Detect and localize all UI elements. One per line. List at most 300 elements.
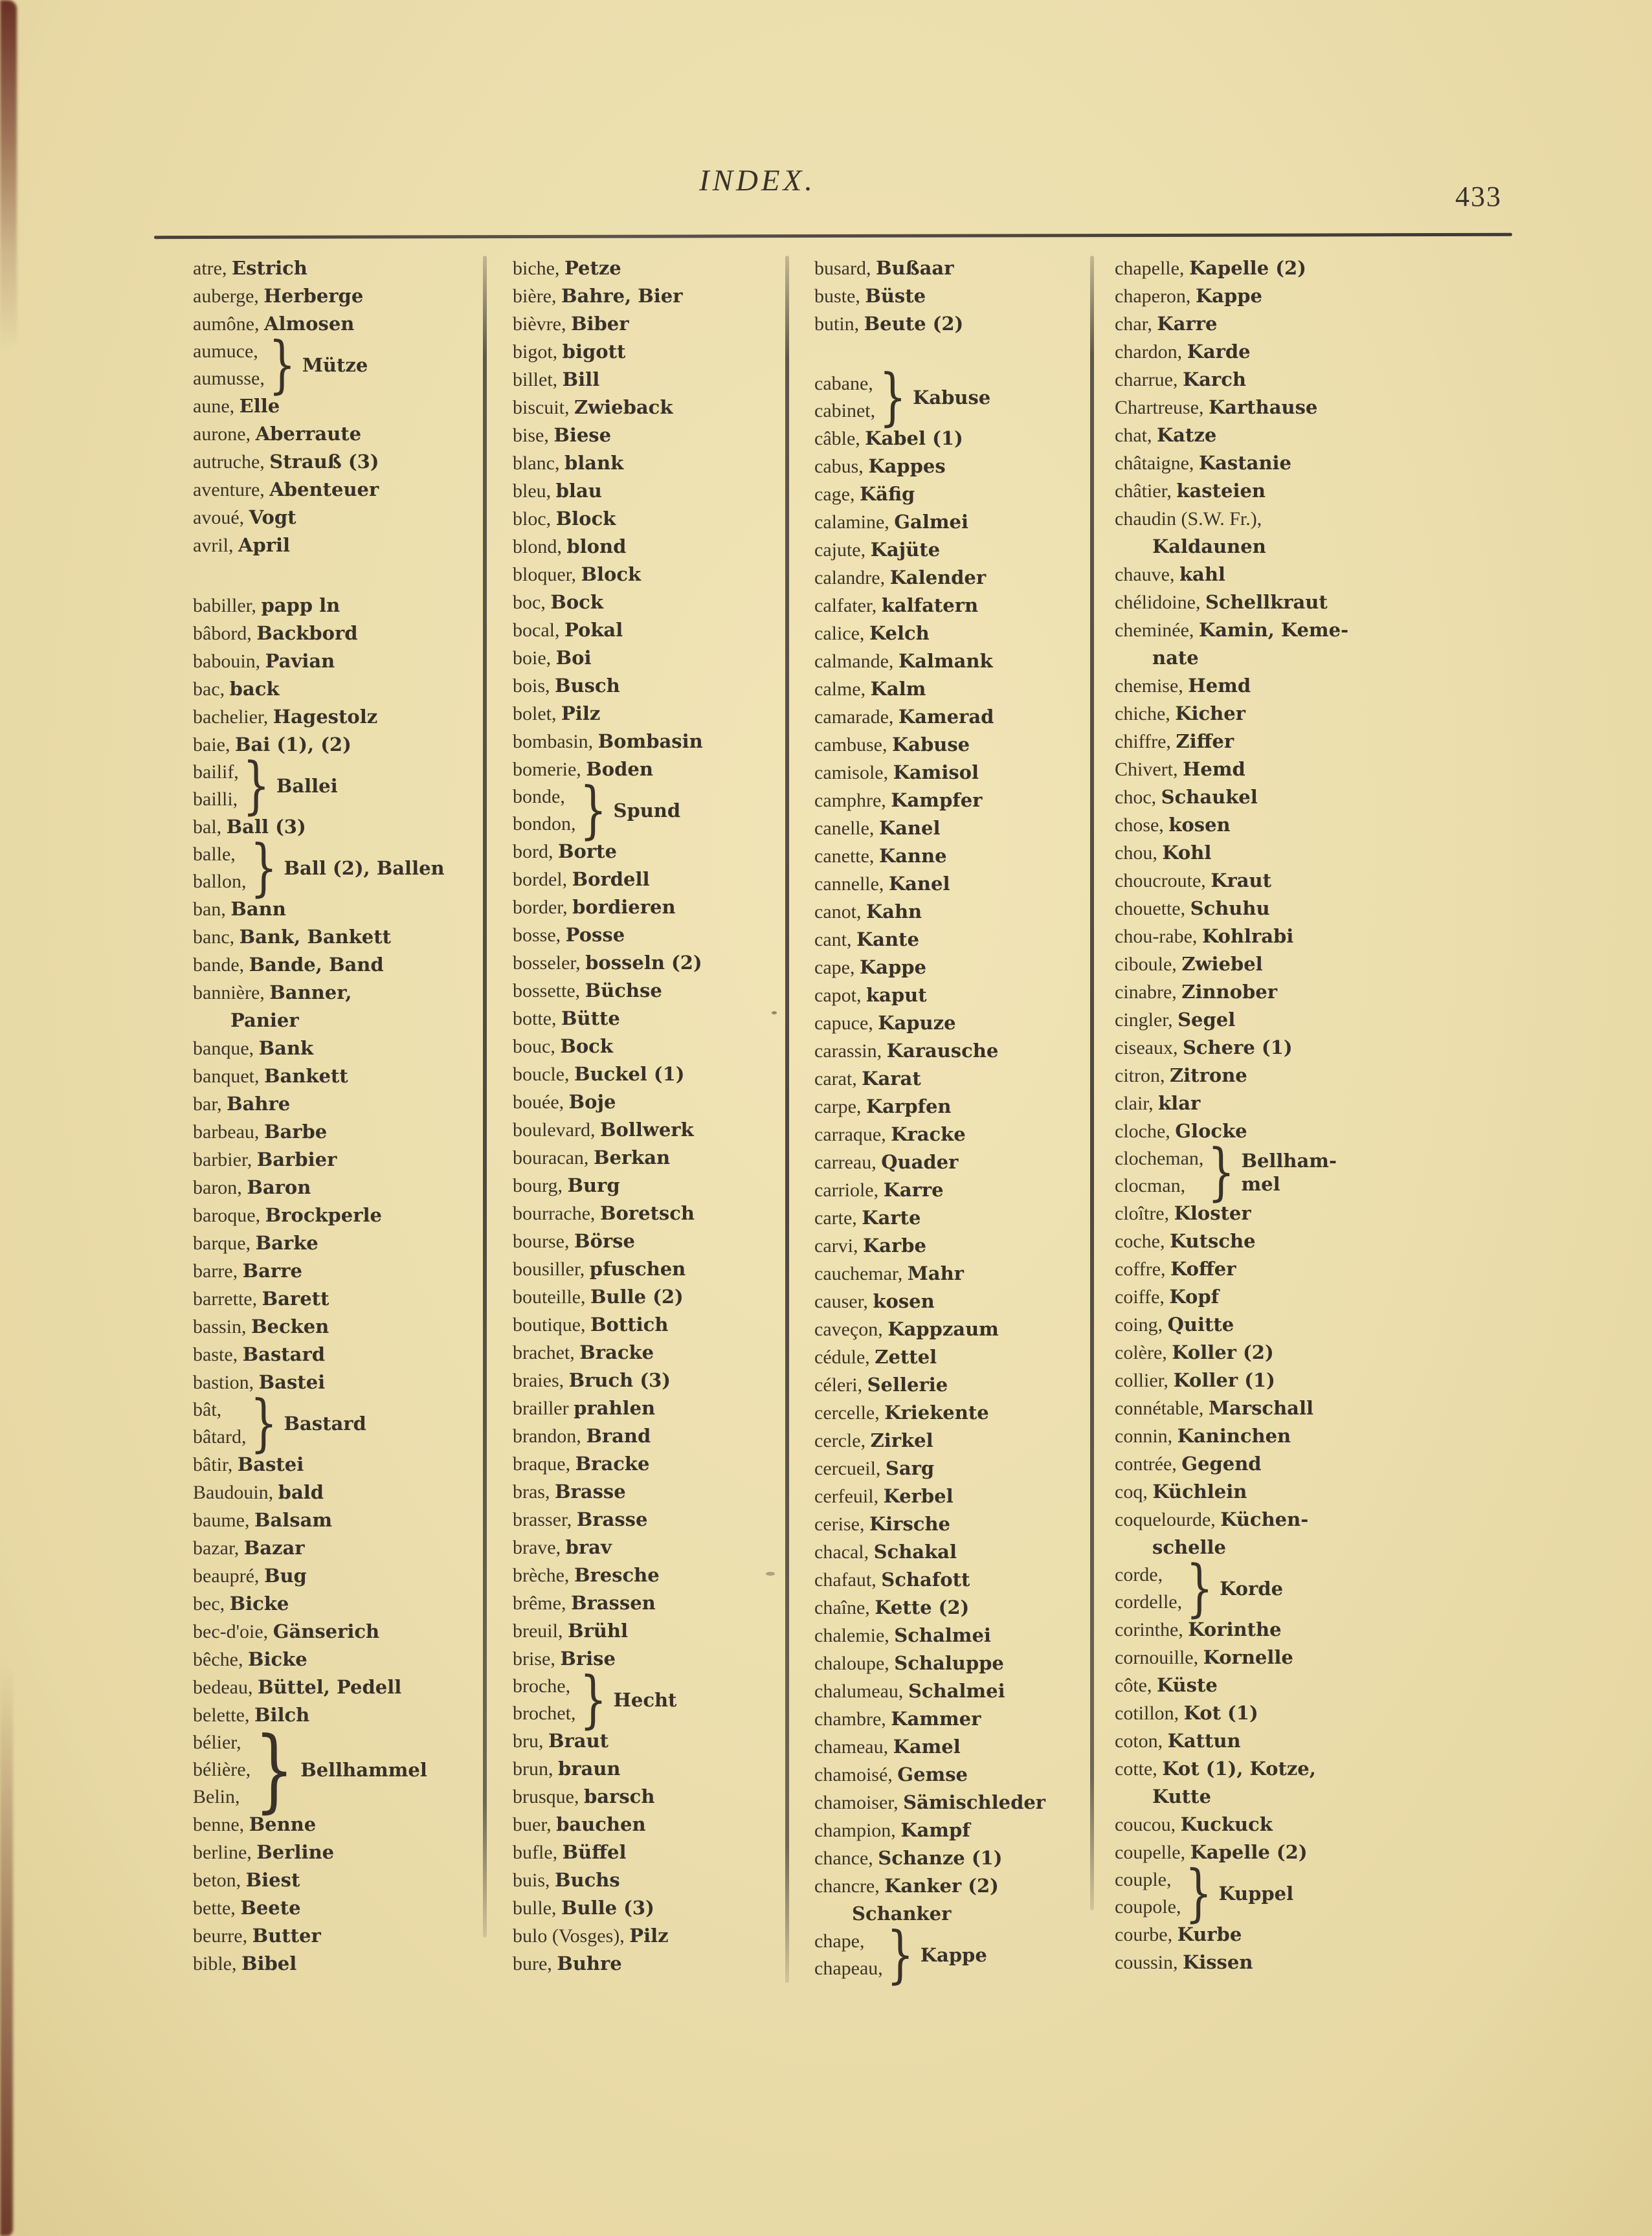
french-term: chaperon,	[1115, 285, 1191, 307]
french-term: contrée,	[1115, 1453, 1177, 1475]
index-entry	[193, 1118, 476, 1146]
german-translation: Koffer	[1170, 1258, 1236, 1280]
french-term: carvi,	[814, 1235, 858, 1257]
german-translation: Sämischleder	[903, 1791, 1046, 1813]
french-term: banquet,	[193, 1066, 260, 1087]
french-term: champion,	[814, 1820, 896, 1841]
index-entry	[1115, 1699, 1453, 1727]
german-translation: Büffel	[562, 1841, 627, 1863]
index-entry	[1115, 254, 1453, 282]
german-translation: Kanel	[888, 873, 950, 895]
index-entry	[814, 1065, 1085, 1093]
french-term: bec,	[193, 1593, 225, 1615]
french-term: ban,	[193, 899, 226, 920]
french-term: chapeau,	[814, 1958, 883, 1979]
german-translation: Bann	[230, 898, 286, 920]
french-term: chancre,	[814, 1875, 880, 1897]
index-entry	[193, 1673, 476, 1701]
german-translation: Barett	[262, 1288, 329, 1310]
french-term: boc,	[513, 592, 546, 613]
french-term: aumusse,	[193, 368, 265, 389]
german-translation: Bicke	[247, 1648, 307, 1670]
french-term: buis,	[513, 1870, 550, 1891]
french-term: colère,	[1115, 1342, 1167, 1363]
german-translation: Marschall	[1208, 1397, 1314, 1419]
german-translation: Bank, Bankett	[239, 926, 392, 948]
german-translation: Kloster	[1174, 1202, 1251, 1224]
brace-glyph: }	[268, 328, 296, 401]
french-term: cannelle,	[814, 873, 884, 895]
french-term: couple,	[1115, 1869, 1172, 1890]
index-entry	[193, 1590, 476, 1618]
german-translation: Pokal	[564, 619, 623, 641]
index-entry	[1115, 895, 1453, 922]
french-term: connin,	[1115, 1425, 1173, 1447]
german-translation: Kamin, Keme- nate	[1152, 619, 1349, 669]
french-term: chacal,	[814, 1541, 869, 1563]
german-translation: Bastard	[284, 1413, 366, 1435]
index-entry	[814, 1789, 1085, 1817]
index-entry	[814, 647, 1085, 675]
index-entry	[193, 1090, 476, 1118]
french-term: bouée,	[513, 1091, 564, 1113]
index-entry	[193, 1701, 476, 1729]
german-translation: Käfig	[859, 483, 915, 505]
german-translation: Strauß (3)	[269, 451, 379, 473]
index-entry	[513, 561, 779, 588]
index-entry	[1115, 1006, 1453, 1034]
french-term: bedeau,	[193, 1677, 253, 1698]
german-translation: Schanze (1)	[878, 1847, 1003, 1869]
brace-glyph: }	[879, 361, 907, 434]
index-entry	[814, 1510, 1085, 1538]
index-entry	[193, 531, 476, 559]
german-translation: Küste	[1156, 1674, 1218, 1696]
index-entry	[814, 1288, 1085, 1315]
french-term: atre,	[193, 258, 227, 279]
french-term: banque,	[193, 1038, 254, 1059]
french-term: aune,	[193, 396, 235, 417]
index-entry	[193, 647, 476, 675]
index-entry	[1115, 1811, 1453, 1839]
index-entry	[513, 1144, 779, 1172]
index-entry	[814, 282, 1085, 310]
index-entry	[814, 1315, 1085, 1343]
french-term: câble,	[814, 428, 860, 449]
french-term: bailli,	[193, 788, 238, 810]
german-translation: Butter	[252, 1925, 321, 1947]
index-entry	[1115, 616, 1453, 672]
french-term: chambre,	[814, 1708, 886, 1730]
french-term-list	[814, 1928, 883, 1982]
german-translation: Bruch (3)	[568, 1369, 671, 1391]
brace-glyph: }	[579, 774, 607, 847]
german-translation: Schalmei	[894, 1624, 991, 1646]
index-entry	[1115, 978, 1453, 1006]
german-translation: Abenteuer	[269, 478, 379, 500]
french-term: breuil,	[513, 1620, 563, 1642]
french-term: côte,	[1115, 1675, 1152, 1696]
french-term: broche,	[513, 1675, 571, 1697]
index-entry	[814, 1148, 1085, 1176]
german-translation: April	[238, 534, 291, 556]
german-translation: Kabuse	[891, 733, 970, 755]
index-entry	[1115, 366, 1453, 394]
index-entry	[193, 1562, 476, 1590]
german-translation: Brasse	[554, 1481, 626, 1503]
german-translation: Kamisol	[893, 761, 979, 783]
german-translation: Ballei	[276, 775, 338, 797]
german-translation: barsch	[583, 1785, 655, 1807]
french-term: clair,	[1115, 1093, 1154, 1114]
german-translation: Boje	[568, 1091, 616, 1113]
index-entry	[814, 1371, 1085, 1399]
index-entry	[1115, 310, 1453, 338]
french-term: bufle,	[513, 1842, 558, 1863]
brace-glyph: }	[579, 1663, 607, 1736]
french-term: ciboule,	[1115, 954, 1177, 975]
french-term: bièvre,	[513, 313, 566, 335]
french-term: babouin,	[193, 651, 261, 672]
french-term: belette,	[193, 1705, 250, 1726]
german-translation: Kalmank	[898, 650, 993, 672]
french-term: canelle,	[814, 818, 875, 839]
german-translation: Bankett	[263, 1065, 348, 1087]
french-term: chapelle,	[1115, 258, 1185, 279]
index-entry	[513, 1172, 779, 1200]
index-entry	[513, 866, 779, 893]
french-term: avril,	[193, 535, 234, 556]
german-translation: bordieren	[572, 896, 676, 918]
german-translation: bauchen	[556, 1813, 646, 1835]
binding-stain-top	[0, 0, 17, 350]
german-translation: Büttel, Pedell	[257, 1676, 402, 1698]
french-term: chamoisé,	[814, 1764, 893, 1785]
brace-glyph: }	[886, 1918, 914, 1991]
french-term: bouracan,	[513, 1147, 589, 1168]
index-entry	[513, 1755, 779, 1783]
section-gap	[193, 559, 476, 592]
french-term: beton,	[193, 1870, 241, 1891]
index-entry	[814, 1260, 1085, 1288]
french-term: chauve,	[1115, 564, 1175, 585]
french-term: cloche,	[1115, 1121, 1170, 1142]
german-translation: Zirkel	[870, 1429, 933, 1451]
german-translation: Schuhu	[1190, 897, 1270, 919]
index-entry	[1115, 1034, 1453, 1062]
index-entry	[193, 1950, 476, 1978]
index-entry	[1115, 867, 1453, 895]
german-translation: Kappzaum	[887, 1318, 999, 1340]
index-entry	[814, 1844, 1085, 1872]
index-entry	[814, 1176, 1085, 1204]
french-term: brachet,	[513, 1342, 575, 1363]
french-term: calme,	[814, 678, 866, 700]
french-term: barrette,	[193, 1288, 258, 1310]
french-term: chaloupe,	[814, 1653, 889, 1674]
index-entry	[513, 338, 779, 366]
index-entry	[814, 1093, 1085, 1121]
french-term: cant,	[814, 929, 852, 950]
index-entry	[1115, 1644, 1453, 1671]
german-translation: Kappe	[920, 1944, 987, 1966]
index-entry	[513, 921, 779, 949]
german-translation: bosseln (2)	[585, 952, 702, 974]
german-translation: Berline	[256, 1841, 335, 1863]
german-translation: Bicke	[229, 1593, 289, 1615]
german-translation: Brise	[560, 1648, 616, 1670]
french-term: corde,	[1115, 1564, 1163, 1585]
german-translation: Kerbel	[883, 1485, 954, 1507]
french-term: coupole,	[1115, 1896, 1181, 1917]
index-entry	[1115, 1616, 1453, 1644]
brace-glyph: }	[254, 1717, 295, 1823]
french-term: avoué,	[193, 507, 245, 528]
german-translation: Kappes	[868, 455, 946, 477]
index-entry	[193, 620, 476, 647]
index-entry	[1115, 421, 1453, 449]
index-entry	[513, 700, 779, 728]
index-entry	[513, 421, 779, 449]
german-translation: Küchen- schelle	[1152, 1508, 1309, 1558]
index-entry	[1115, 449, 1453, 477]
index-entry	[814, 703, 1085, 731]
index-column-3	[814, 254, 1085, 1991]
french-term: bal,	[193, 816, 222, 838]
french-term: coq,	[1115, 1481, 1148, 1503]
german-translation: Barbier	[256, 1148, 337, 1170]
index-entry	[513, 1589, 779, 1617]
french-term: chemise,	[1115, 675, 1183, 697]
german-translation: Schalmei	[908, 1680, 1005, 1702]
german-translation: Backbord	[256, 622, 358, 644]
german-translation: Schakal	[873, 1541, 957, 1563]
index-entry	[513, 1422, 779, 1450]
index-entry	[1115, 561, 1453, 588]
index-entry	[814, 536, 1085, 564]
german-translation: Barbe	[263, 1121, 328, 1143]
german-translation: Banner, Panier	[230, 981, 352, 1031]
french-term: braque,	[513, 1453, 571, 1475]
german-translation: Posse	[565, 924, 625, 946]
german-translation: Schellkraut	[1205, 591, 1328, 613]
index-entry	[1115, 1117, 1453, 1145]
index-entry	[1115, 1227, 1453, 1255]
index-entry	[1115, 1367, 1453, 1394]
index-entry	[193, 731, 476, 759]
index-entry	[193, 1257, 476, 1285]
index-entry	[193, 1229, 476, 1257]
german-translation: Bock	[550, 591, 603, 613]
french-term: cinabre,	[1115, 981, 1177, 1003]
german-translation: Kelch	[869, 622, 930, 644]
french-term: boulevard,	[513, 1119, 596, 1141]
german-translation: Kabel (1)	[865, 427, 963, 449]
german-translation: Karre	[1157, 313, 1218, 335]
german-translation: Kamerad	[898, 706, 994, 728]
index-entry	[513, 310, 779, 338]
french-term: coffre,	[1115, 1258, 1166, 1280]
french-term: châtaigne,	[1115, 453, 1194, 474]
german-translation: Bulle (3)	[561, 1897, 654, 1919]
index-entry	[193, 310, 476, 338]
german-translation: Kappe	[1195, 285, 1262, 307]
index-entry	[1115, 755, 1453, 783]
index-entry-group	[1115, 1857, 1453, 1930]
index-entry	[513, 1534, 779, 1561]
index-entry	[814, 1649, 1085, 1677]
german-translation: Kahn	[865, 900, 922, 922]
german-translation: Brassen	[570, 1592, 656, 1614]
ink-speck	[766, 1572, 775, 1576]
french-term: choucroute,	[1115, 870, 1206, 891]
german-translation: Kante	[856, 928, 919, 950]
french-term: bac,	[193, 678, 225, 700]
index-entry	[814, 675, 1085, 703]
index-entry	[1115, 1506, 1453, 1561]
german-translation: Berkan	[593, 1146, 671, 1168]
german-translation: Kattun	[1167, 1730, 1241, 1752]
french-term: bordel,	[513, 869, 568, 890]
french-term: coiffe,	[1115, 1286, 1165, 1308]
german-translation: prahlen	[574, 1397, 656, 1419]
french-term: brèche,	[513, 1565, 570, 1586]
index-entry	[513, 1645, 779, 1673]
german-translation: Kapuze	[878, 1012, 956, 1034]
german-translation: Becken	[251, 1315, 329, 1337]
german-translation: Bulle (2)	[590, 1286, 684, 1308]
page-number: 433	[1455, 181, 1502, 212]
german-translation: Kot (1)	[1183, 1702, 1258, 1724]
french-term: cerise,	[814, 1514, 865, 1535]
german-translation: Schere (1)	[1182, 1036, 1293, 1058]
column-divider-2	[785, 256, 789, 1983]
index-entry	[814, 480, 1085, 508]
german-translation: Bastard	[242, 1343, 326, 1365]
brace-glyph: }	[1185, 1857, 1212, 1930]
french-term: caveçon,	[814, 1319, 883, 1340]
index-entry	[814, 1622, 1085, 1649]
brace-glyph: }	[242, 749, 270, 822]
german-translation: Karthause	[1208, 396, 1318, 418]
index-entry-group	[193, 328, 476, 401]
german-translation: Börse	[574, 1230, 635, 1252]
french-term: baume,	[193, 1510, 250, 1531]
french-term: cordelle,	[1115, 1591, 1183, 1613]
french-term: chafaut,	[814, 1569, 876, 1591]
french-term: bise,	[513, 425, 549, 446]
french-term: balle,	[193, 844, 236, 865]
french-term: banc,	[193, 926, 235, 948]
french-term: bazar,	[193, 1537, 240, 1559]
french-term: chiche,	[1115, 703, 1170, 724]
brace-glyph: }	[250, 1387, 278, 1460]
index-entry	[814, 453, 1085, 480]
index-entry	[513, 394, 779, 421]
french-term: cornouille,	[1115, 1647, 1199, 1668]
index-entry	[1115, 1755, 1453, 1811]
index-entry	[193, 1811, 476, 1839]
index-entry	[814, 1733, 1085, 1761]
index-entry	[814, 898, 1085, 926]
index-entry	[193, 1202, 476, 1229]
french-term: bonde,	[513, 786, 565, 807]
french-term: bouteille,	[513, 1286, 586, 1308]
index-entry	[513, 1394, 779, 1422]
german-translation: Karbe	[862, 1235, 926, 1257]
index-entry-group	[193, 831, 476, 904]
french-term: cercueil,	[814, 1458, 881, 1479]
german-translation: Bracke	[575, 1453, 650, 1475]
german-translation: Buhre	[557, 1952, 622, 1974]
index-entry	[513, 1839, 779, 1866]
index-entry	[193, 951, 476, 979]
index-entry	[513, 1811, 779, 1839]
french-term: carte,	[814, 1207, 857, 1229]
french-term: brun,	[513, 1758, 553, 1780]
french-term: cauchemar,	[814, 1263, 903, 1284]
index-entry	[1115, 922, 1453, 950]
index-entry	[513, 1200, 779, 1227]
german-translation: Mahr	[907, 1262, 964, 1284]
index-entry	[513, 1894, 779, 1922]
german-translation: blau	[555, 480, 602, 502]
index-entry	[1115, 783, 1453, 811]
german-translation: Zwiebel	[1181, 953, 1263, 975]
german-translation: Büchse	[585, 979, 662, 1001]
index-entry	[814, 981, 1085, 1009]
french-term: chardon,	[1115, 341, 1183, 363]
french-term: bastion,	[193, 1372, 254, 1393]
german-translation: Karpfen	[865, 1095, 952, 1117]
index-entry	[1115, 394, 1453, 421]
french-term: brême,	[513, 1593, 566, 1614]
german-translation: kalfatern	[881, 594, 979, 616]
french-term: aumuce,	[193, 341, 258, 362]
french-term: bible,	[193, 1953, 237, 1974]
index-entry	[193, 392, 476, 420]
french-term: calandre,	[814, 567, 886, 588]
french-term: canette,	[814, 845, 875, 867]
french-term: bar,	[193, 1093, 222, 1115]
french-term: cape,	[814, 957, 855, 978]
french-term: bras,	[513, 1481, 550, 1503]
french-term: cheminée,	[1115, 620, 1194, 641]
index-entry	[814, 1705, 1085, 1733]
german-translation: Bresche	[574, 1564, 660, 1586]
french-term: beaupré,	[193, 1565, 260, 1587]
french-term: bourrache,	[513, 1203, 596, 1224]
index-entry	[193, 420, 476, 448]
german-translation: Bellhammel	[300, 1759, 427, 1781]
french-term: auberge,	[193, 285, 259, 307]
index-entry	[513, 533, 779, 561]
french-term: busard,	[814, 258, 871, 279]
french-term: bâtir,	[193, 1454, 233, 1475]
index-entry-group	[814, 1918, 1085, 1991]
index-entry	[1115, 672, 1453, 700]
index-entry	[193, 675, 476, 703]
french-term: barre,	[193, 1260, 238, 1282]
german-translation: Karat	[862, 1068, 921, 1090]
french-term: berline,	[193, 1842, 252, 1863]
index-entry	[814, 870, 1085, 898]
french-term: bleu,	[513, 480, 552, 502]
french-term: buer,	[513, 1814, 552, 1835]
index-entry	[193, 1506, 476, 1534]
index-column-1	[193, 254, 476, 1978]
french-term: bocal,	[513, 620, 560, 641]
